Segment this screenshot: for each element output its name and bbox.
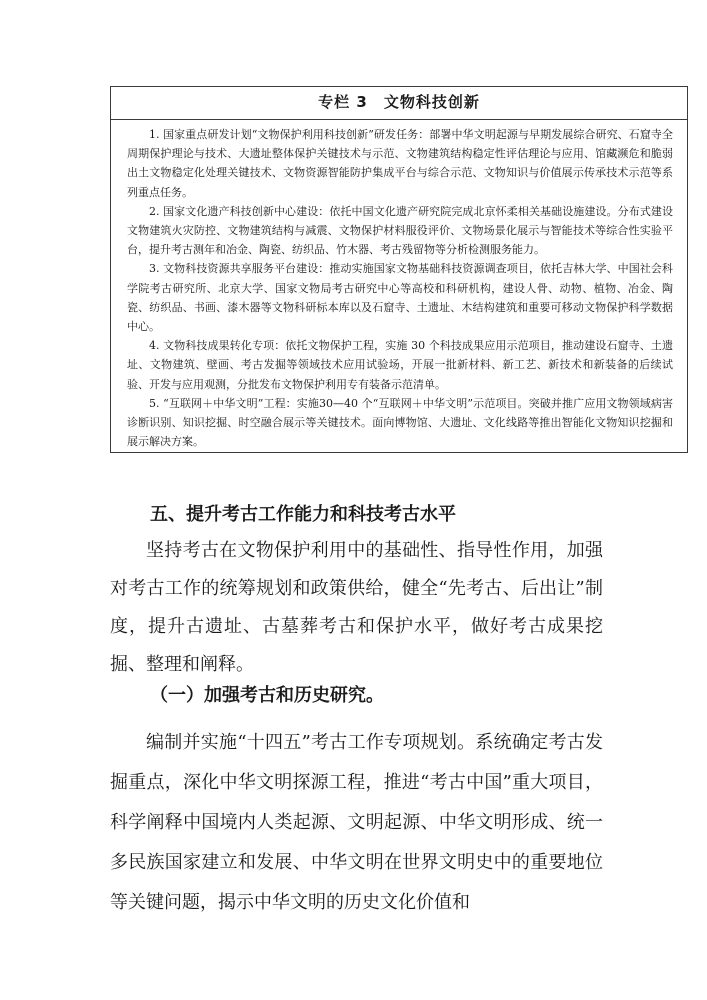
section-intro-paragraph: 坚持考古在文物保护利用中的基础性、指导性作用，加强对考古工作的统筹规划和政策供给，健全“先考古、后出让”制度，提升古遗址、古墓葬考古和保护水平，做好考古成果挖掘、整理和阐释。 [110, 540, 603, 675]
sidebar-box-item: 2. 国家文化遗产科技创新中心建设：依托中国文化遗产研究院完成北京怀柔相关基础设施建设。分布式建设文物建筑火灾防控、文物建筑结构与减震、文物保护材料服役评价、文物场景化展示与智能技术等综合性实验平台，提升考古测年和冶金、陶瓷、纺织品、竹木器、考古残留物等分析检测服务能力。 [127, 204, 673, 257]
subsection-paragraph: 编制并实施“十四五”考古工作专项规划。系统确定考古发掘重点，深化中华文明探源工程，推进“考古中国”重大项目，科学阐释中国境内人类起源、文明起源、中华文明形成、统一多民族国家建立和发展、中华文明在世界文明史中的重要地位等关键问题，揭示中华文明的历史文化价值和 [110, 732, 603, 913]
sidebar-box [110, 86, 688, 453]
sidebar-box-item: 1. 国家重点研发计划“文物保护利用科技创新”研发任务：部署中华文明起源与早期发展综合研究、石窟寺全周期保护理论与技术、大遗址整体保护关键技术与示范、文物建筑结构稳定性评估理论与应用、馆藏濒危和脆弱出土文物稳定化处理关键技术、文物资源智能防护集成平台与综合示范、文物知识与价值展示传承技术示范等系列重点任务。 [127, 128, 673, 199]
sidebar-box-item: 4. 文物科技成果转化专项：依托文物保护工程，实施 30 个科技成果应用示范项目，推动建设石窟寺、土遗址、文物建筑、壁画、考古发掘等领域技术应用试验场，开展一批新材料、新工艺、新技术和新装备的后续试验、开发与应用观测，分批发布文物保护利用专有装备示范清单。 [127, 339, 673, 391]
sidebar-box-item: 3. 文物科技资源共享服务平台建设：推动实施国家文物基础科技资源调查项目，依托吉林大学、中国社会科学院考古研究所、北京大学、国家文物局考古研究中心等高校和科研机构，建设人骨、动物、植物、冶金、陶瓷、纺织品、书画、漆木器等文物科研标本库以及石窟寺、土遗址、木结构建筑和重要可移动文物保护科学数据中心。 [127, 262, 673, 334]
sidebar-box-item: 5. “互联网＋中华文明”工程：实施30—40 个“互联网＋中华文明”示范项目。突破并推广应用文物领域病害诊断识别、知识挖掘、时空融合展示等关键技术。面向博物馆、大遗址、文化线路等推出智能化文物知识挖掘和展示解决方案。 [127, 396, 673, 449]
subsection-heading: （一）加强考古和历史研究。 [150, 685, 384, 706]
sidebar-box-body [111, 120, 687, 451]
section-heading: 五、提升考古工作能力和科技考古水平 [150, 504, 456, 525]
sidebar-box-title: 专栏 3 文物科技创新 [111, 87, 687, 120]
